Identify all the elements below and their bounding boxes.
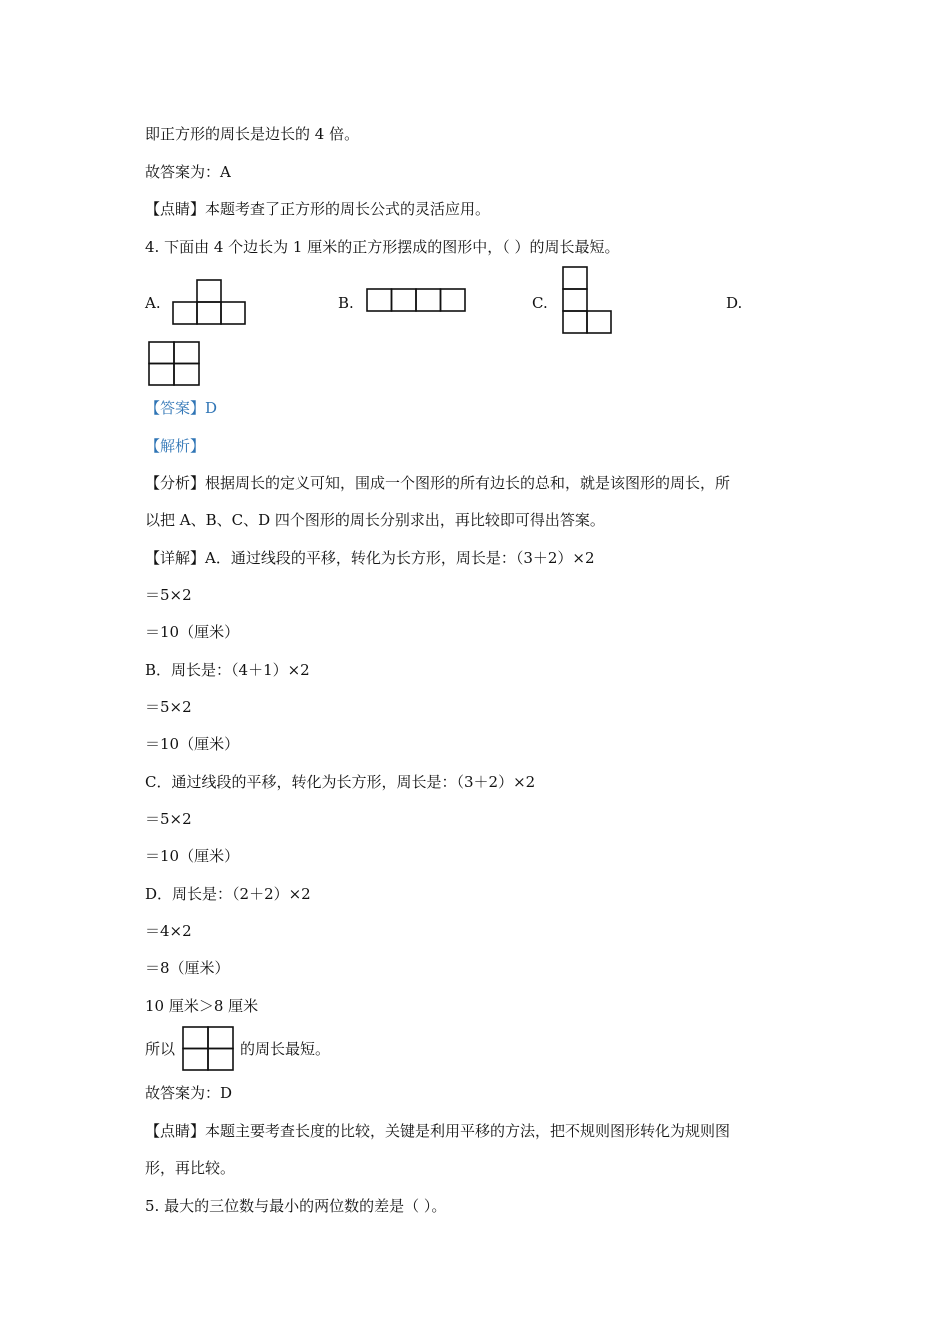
figure-d-inline — [182, 1026, 236, 1072]
text-line: ＝5×2 — [145, 586, 192, 604]
text-line: ＝10（厘米） — [145, 847, 240, 865]
square — [441, 289, 466, 311]
square — [208, 1027, 233, 1049]
analysis-heading: 【解析】 — [145, 437, 206, 455]
square — [174, 364, 199, 386]
square — [208, 1049, 233, 1071]
text-line: B．周长是：（4＋1）×2 — [145, 661, 310, 679]
square — [183, 1049, 208, 1071]
square — [563, 289, 587, 311]
square — [563, 311, 587, 333]
text-line: 故答案为：D — [145, 1084, 233, 1102]
text-line: C．通过线段的平移，转化为长方形，周长是：（3＋2）×2 — [145, 773, 536, 791]
text-line: ＝8（厘米） — [145, 959, 230, 977]
text-line: 故答案为：A — [145, 163, 231, 181]
square — [149, 364, 174, 386]
text-line: 【点睛】本题考查了正方形的周长公式的灵活应用。 — [145, 200, 491, 218]
text-line: ＝5×2 — [145, 810, 192, 828]
question-4: 4. 下面由 4 个边长为 1 厘米的正方形摆成的图形中，（ ）的周长最短。 — [145, 238, 620, 256]
square — [367, 289, 392, 311]
answer-line: 【答案】D — [145, 399, 218, 417]
figure-b — [366, 288, 468, 313]
figure-a — [173, 279, 249, 325]
text-line: 所以 — [145, 1040, 176, 1058]
text-line: 【详解】A．通过线段的平移，转化为长方形，周长是：（3＋2）×2 — [145, 549, 595, 567]
square — [416, 289, 441, 311]
text-line: 【分析】根据周长的定义可知，围成一个图形的所有边长的总和，就是该图形的周长，所 — [145, 474, 731, 492]
text-line: 即正方形的周长是边长的 4 倍。 — [145, 125, 360, 143]
square — [587, 311, 611, 333]
text-line: 10 厘米＞8 厘米 — [145, 997, 259, 1015]
text-line: D．周长是：（2＋2）×2 — [145, 885, 311, 903]
text-line: ＝10（厘米） — [145, 735, 240, 753]
text-line: 形，再比较。 — [145, 1159, 236, 1177]
option-c-label: C. — [532, 294, 548, 312]
option-a-label: A. — [145, 294, 161, 312]
text-line: 【点睛】本题主要考查长度的比较，关键是利用平移的方法，把不规则图形转化为规则图 — [145, 1122, 731, 1140]
option-b-label: B. — [338, 294, 354, 312]
square — [183, 1027, 208, 1049]
square — [174, 342, 199, 364]
text-line: 的周长最短。 — [240, 1040, 331, 1058]
square — [221, 302, 245, 324]
text-line: 以把 A、B、C、D 四个图形的周长分别求出，再比较即可得出答案。 — [145, 511, 605, 529]
figure-c — [562, 266, 614, 334]
square — [149, 342, 174, 364]
square — [197, 302, 221, 324]
square — [563, 267, 587, 289]
figure-d — [148, 341, 202, 387]
text-line: ＝10（厘米） — [145, 623, 240, 641]
square — [173, 302, 197, 324]
text-line: ＝5×2 — [145, 698, 192, 716]
question-5: 5. 最大的三位数与最小的两位数的差是（ ）。 — [145, 1197, 447, 1215]
square — [392, 289, 417, 311]
option-d-label: D. — [726, 294, 743, 312]
text-line: ＝4×2 — [145, 922, 192, 940]
square — [197, 280, 221, 302]
